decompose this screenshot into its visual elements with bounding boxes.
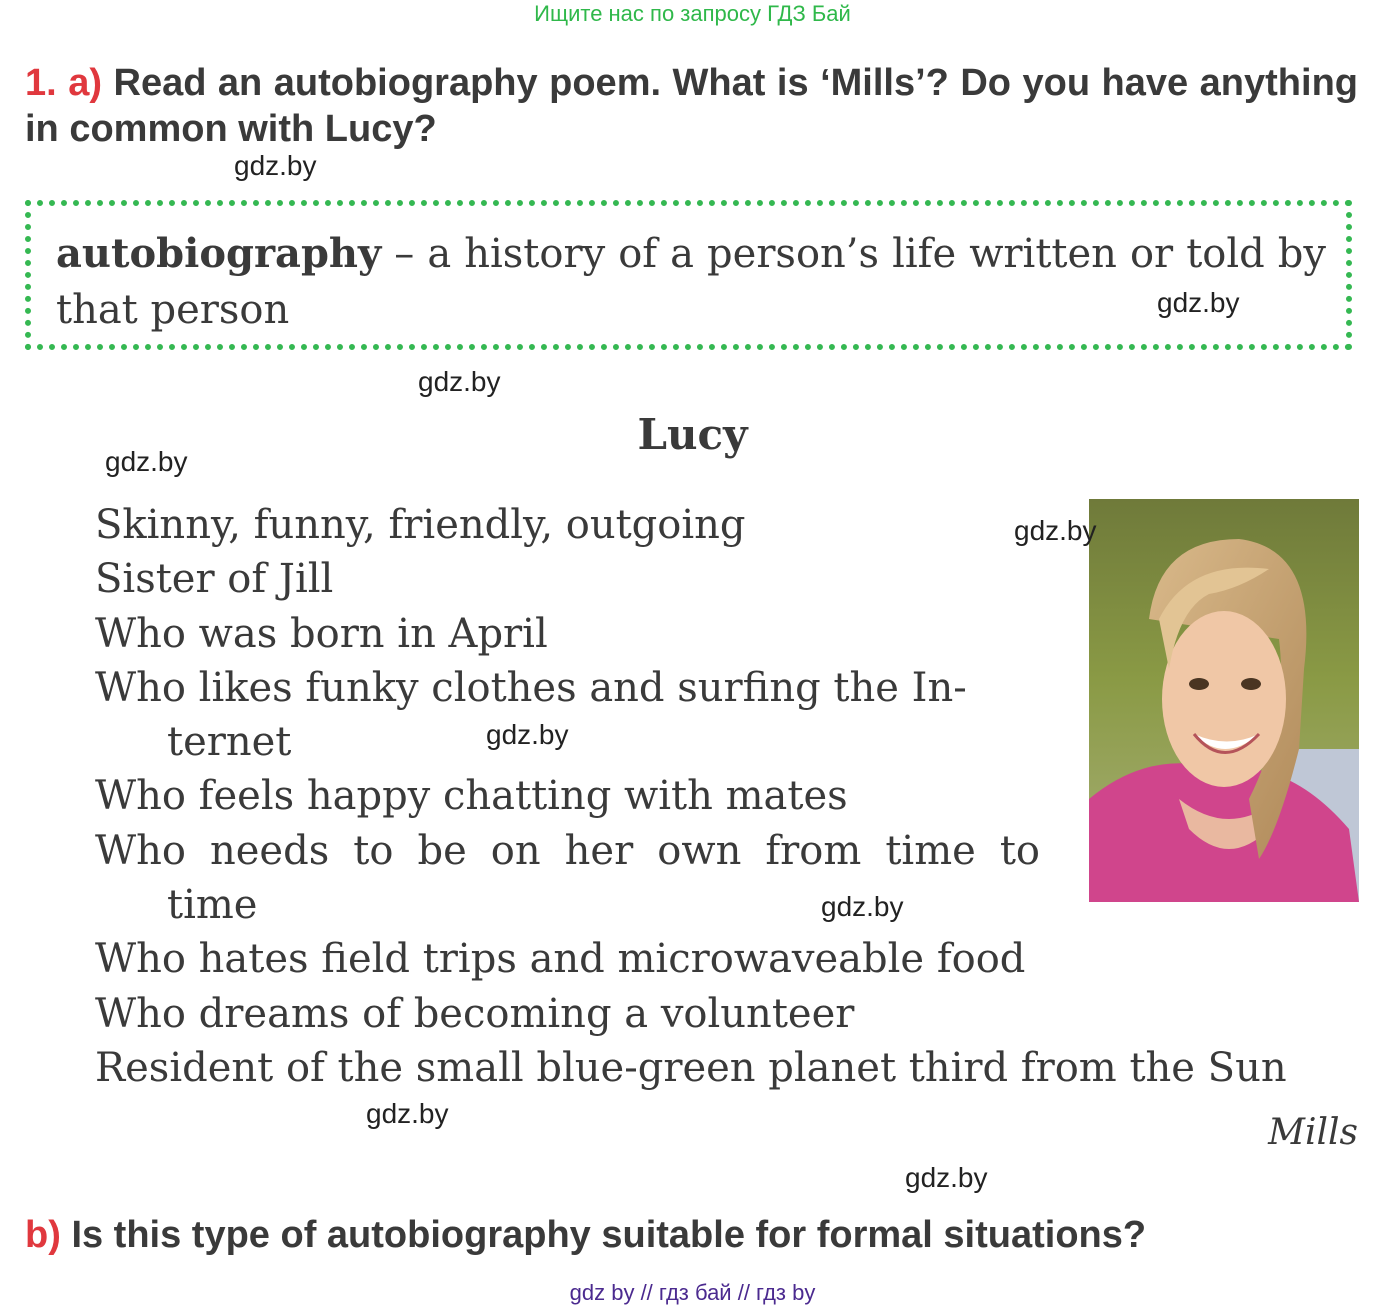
poem-line: Sister of Jill: [95, 556, 334, 603]
poem-line: time: [167, 882, 258, 929]
poem-line: Who feels happy chatting with mates: [95, 773, 848, 820]
watermark: gdz.by: [1157, 287, 1240, 318]
poem-line: Who needs to be on her own from time to: [95, 827, 1040, 874]
poem-line: Skinny, funny, friendly, outgoing: [95, 502, 746, 548]
task-letter-b: b): [25, 1214, 61, 1256]
watermark: gdz.by: [418, 366, 501, 397]
top-banner: Ищите нас по запросу ГДЗ Бай: [534, 1, 851, 26]
task-number: 1.: [25, 62, 57, 104]
watermark: gdz.by: [105, 446, 188, 477]
watermark: gdz.by: [905, 1162, 988, 1193]
poem-line: Resident of the small blue-green planet third from the Sun: [95, 1044, 1287, 1091]
watermark: gdz.by: [486, 719, 569, 750]
watermark: gdz.by: [366, 1098, 449, 1129]
poem-author: Mills: [1268, 1112, 1358, 1153]
definition-term: autobiography: [56, 230, 382, 277]
footer: gdz by // гдз бай // гдз by: [569, 1280, 816, 1305]
poem-title: Lucy: [637, 410, 748, 459]
task-b-heading: [25, 1214, 1146, 1257]
poem-body: [95, 498, 1345, 1095]
task-a-heading: [25, 60, 1358, 152]
task-b-text: Is this type of autobiography suitable for formal situations?: [71, 1214, 1147, 1256]
task-letter-a: a): [68, 62, 102, 104]
poem-line: Who likes funky clothes and surfing the In-: [95, 664, 967, 711]
poem-line: Who dreams of becoming a volunteer: [95, 990, 855, 1037]
poem-line: ternet: [167, 719, 292, 766]
poem-line: Who hates field trips and microwaveable food: [95, 936, 1026, 983]
watermark: gdz.by: [234, 150, 317, 181]
watermark: gdz.by: [821, 891, 904, 922]
definition-text: – a history of a person’s life written or told by that person: [56, 231, 1326, 333]
task-a-text: Read an autobiography poem. What is ‘Mills’? Do you have anything in common with Lucy?: [25, 62, 1358, 150]
definition: [56, 226, 1326, 338]
watermark: gdz.by: [1014, 515, 1097, 546]
poem-line: Who was born in April: [95, 610, 548, 657]
